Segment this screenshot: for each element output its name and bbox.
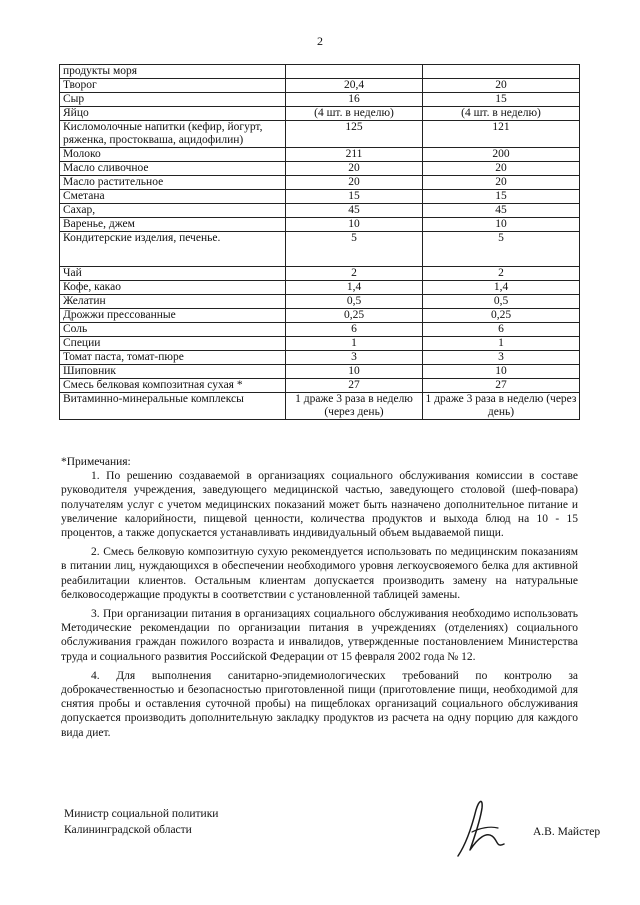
norm-value-cell-2: 10	[423, 218, 580, 232]
signer-organization: Калининградской области	[64, 824, 192, 836]
product-name-cell: Молоко	[60, 148, 286, 162]
note-item: 4. Для выполнения санитарно-эпидемиологических требований по контролю за доброкачественностью и безопасностью приготовленной пищи (приготовление пищи, необходимой для снятия пробы и оставления суточной пробы) на пищеблоках организаций социального обслуживания допускается производить дополнительную закладку продуктов из расчета на одну порцию для каждого вида диет.	[61, 669, 578, 739]
product-name-cell: Сахар,	[60, 204, 286, 218]
norm-value-cell-2: 10	[423, 365, 580, 379]
food-norms-table	[59, 64, 580, 420]
product-name-cell: Масло растительное	[60, 176, 286, 190]
norm-value-cell-1: 211	[286, 148, 423, 162]
norm-value-cell-2	[423, 65, 580, 79]
norm-value-cell-1: 1 драже 3 раза в неделю (через день)	[286, 393, 423, 420]
table-row	[60, 148, 580, 162]
norm-value-cell-1: 2	[286, 267, 423, 281]
norm-value-cell-1: 45	[286, 204, 423, 218]
table-row	[60, 65, 580, 79]
norm-value-cell-1: 10	[286, 218, 423, 232]
product-name-cell: Сметана	[60, 190, 286, 204]
table-row	[60, 267, 580, 281]
table-row	[60, 176, 580, 190]
table-row	[60, 162, 580, 176]
table-row	[60, 79, 580, 93]
product-name-cell: Томат паста, томат-пюре	[60, 351, 286, 365]
norm-value-cell-2: 6	[423, 323, 580, 337]
handwritten-signature	[452, 792, 512, 862]
table-row	[60, 365, 580, 379]
table-row	[60, 393, 580, 420]
norm-value-cell-1: 1	[286, 337, 423, 351]
table-row	[60, 121, 580, 148]
table-row	[60, 204, 580, 218]
norm-value-cell-1: 5	[286, 232, 423, 267]
norm-value-cell-2: 15	[423, 190, 580, 204]
norm-value-cell-2: 2	[423, 267, 580, 281]
signer-name: А.В. Майстер	[533, 826, 601, 838]
product-name-cell: Шиповник	[60, 365, 286, 379]
norm-value-cell-2: 15	[423, 93, 580, 107]
product-name-cell: Творог	[60, 79, 286, 93]
product-name-cell: Яйцо	[60, 107, 286, 121]
table-row	[60, 218, 580, 232]
table-row	[60, 190, 580, 204]
norm-value-cell-1: (4 шт. в неделю)	[286, 107, 423, 121]
norm-value-cell-2: 1	[423, 337, 580, 351]
norm-value-cell-1: 10	[286, 365, 423, 379]
note-item: 3. При организации питания в организациях социального обслуживания необходимо использовать Методические рекомендации по организации питания в учреждениях (отделениях) социального обслуживания граждан пожилого возраста и инвалидов, утвержденные постановлением Министерства труда и социального развития Российской Федерации от 15 февраля 2002 года № 12.	[61, 608, 578, 663]
page-number: 2	[317, 34, 323, 48]
norm-value-cell-2: 200	[423, 148, 580, 162]
product-name-cell: Кофе, какао	[60, 281, 286, 295]
norm-value-cell-2: 0,25	[423, 309, 580, 323]
norm-value-cell-2: 5	[423, 232, 580, 267]
table-row	[60, 323, 580, 337]
table-row	[60, 281, 580, 295]
norm-value-cell-1: 1,4	[286, 281, 423, 295]
norm-value-cell-2: 20	[423, 176, 580, 190]
norm-value-cell-1: 6	[286, 323, 423, 337]
norm-value-cell-2: 0,5	[423, 295, 580, 309]
table-row	[60, 379, 580, 393]
table-row	[60, 295, 580, 309]
norm-value-cell-2: 45	[423, 204, 580, 218]
signer-position: Министр социальной политики	[64, 808, 219, 820]
norm-value-cell-1: 125	[286, 121, 423, 148]
norm-value-cell-1: 0,5	[286, 295, 423, 309]
norm-value-cell-2: (4 шт. в неделю)	[423, 107, 580, 121]
table-row	[60, 107, 580, 121]
signature-block	[64, 806, 218, 838]
norm-value-cell-2: 20	[423, 79, 580, 93]
norm-value-cell-2: 1,4	[423, 281, 580, 295]
table-row	[60, 351, 580, 365]
norm-value-cell-1: 20,4	[286, 79, 423, 93]
product-name-cell: Желатин	[60, 295, 286, 309]
product-name-cell: Витаминно-минеральные комплексы	[60, 393, 286, 420]
table-row	[60, 309, 580, 323]
product-name-cell: продукты моря	[60, 65, 286, 79]
norm-value-cell-1: 27	[286, 379, 423, 393]
norm-value-cell-2: 1 драже 3 раза в неделю (через день)	[423, 393, 580, 420]
norm-value-cell-2: 3	[423, 351, 580, 365]
norm-value-cell-1: 3	[286, 351, 423, 365]
table-row	[60, 93, 580, 107]
product-name-cell: Специи	[60, 337, 286, 351]
norm-value-cell-1: 15	[286, 190, 423, 204]
table-row	[60, 337, 580, 351]
product-name-cell: Кондитерские изделия, печенье.	[60, 232, 286, 267]
note-item: 1. По решению создаваемой в организациях социального обслуживания комиссии в составе руководителя учреждения, заведующего медицинской частью, заведующего столовой (шеф-повара) получателям услуг с учетом медицинских показаний может быть назначено дополнительное питание и увеличение калорийности, пищевой ценности, количества продуктов и выхода блюд на 10 - 15 процентов, а также допускается устанавливать индивидуальный объем выдаваемой пищи.	[61, 470, 578, 540]
norm-value-cell-1: 16	[286, 93, 423, 107]
notes-header: *Примечания:	[61, 456, 131, 468]
product-name-cell: Масло сливочное	[60, 162, 286, 176]
notes-section	[61, 455, 578, 740]
table-row	[60, 232, 580, 267]
norm-value-cell-2: 121	[423, 121, 580, 148]
product-name-cell: Чай	[60, 267, 286, 281]
product-name-cell: Варенье, джем	[60, 218, 286, 232]
norm-value-cell-2: 27	[423, 379, 580, 393]
norm-value-cell-1: 0,25	[286, 309, 423, 323]
product-name-cell: Смесь белковая композитная сухая *	[60, 379, 286, 393]
product-name-cell: Дрожжи прессованные	[60, 309, 286, 323]
product-name-cell: Сыр	[60, 93, 286, 107]
norm-value-cell-1	[286, 65, 423, 79]
product-name-cell: Соль	[60, 323, 286, 337]
norm-value-cell-1: 20	[286, 162, 423, 176]
product-name-cell: Кисломолочные напитки (кефир, йогурт, ряженка, простокваша, ацидофилин)	[60, 121, 286, 148]
norm-value-cell-1: 20	[286, 176, 423, 190]
norm-value-cell-2: 20	[423, 162, 580, 176]
note-item: 2. Смесь белковую композитную сухую рекомендуется использовать по медицинским показаниям в питании лиц, нуждающихся в обеспечении необходимого уровня легкоусвояемого белка для активной реабилитации клиентов. Остальным клиентам допускается производить замену на натуральные белковосодержащие продукты в соответствии с установленной таблицей замены.	[61, 546, 578, 601]
